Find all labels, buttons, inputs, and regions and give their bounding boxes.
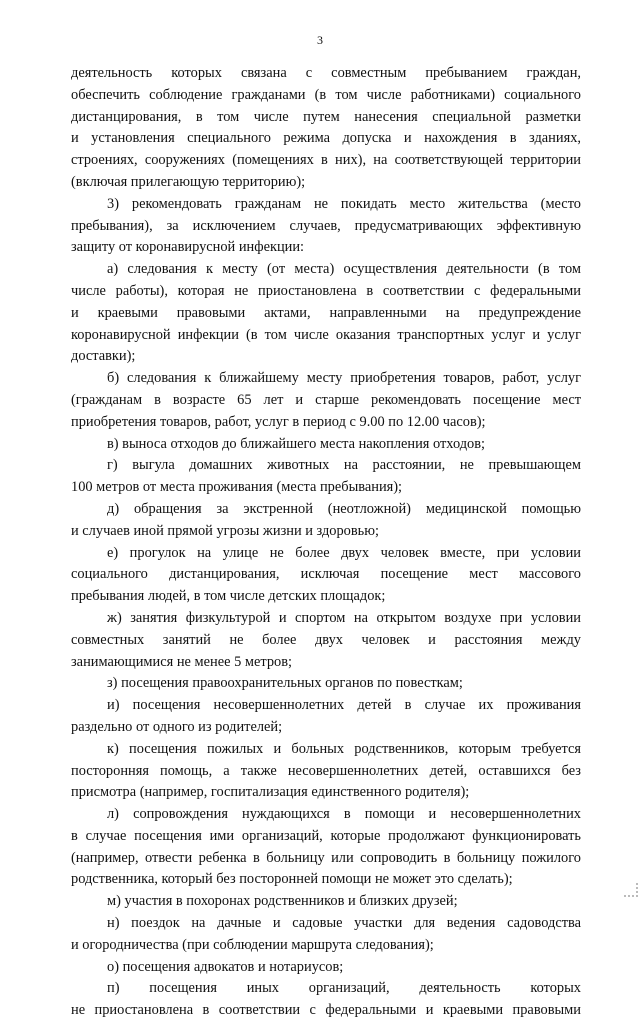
text-line: (гражданам в возрасте 65 лет и старше рекомендовать посещение мест [71,391,581,408]
text-line: пребывания людей, в том числе детских площадок; [71,588,386,605]
document-body [71,63,581,1022]
text-line: д) обращения за экстренной (неотложной) медицинской помощью [107,500,581,517]
page-number: 3 [317,33,323,47]
text-line: о) посещения адвокатов и нотариусов; [107,958,344,975]
text-line: н) поездок на дачные и садовые участки для ведения садоводства [107,915,581,932]
text-line: г) выгула домашних животных на расстоянии, не превышающем [107,457,581,474]
text-line: родственника, который без посторонней помощи не может это сделать); [71,871,513,888]
text-line: и случаев иной прямой угрозы жизни и здоровью; [71,522,379,539]
text-line: числе работы), которая не приостановлена в соответствии с федеральными [71,282,581,299]
text-line: в случае посещения ими организаций, которые продолжают функционировать [71,827,581,844]
text-line: 100 метров от места проживания (места пребывания); [71,479,403,496]
text-line: занимающимися не менее 5 метров; [71,653,293,670]
text-line: пребывания), за исключением случаев, предусматривающих эффективную [71,217,581,234]
text-line: обеспечить соблюдение гражданами (в том числе работниками) социального [71,86,581,103]
text-line: и краевыми правовыми актами, направленными на предупреждение [71,304,581,321]
text-line: защиту от коронавирусной инфекции: [71,239,305,256]
text-line: е) прогулок на улице не более двух человек вместе, при условии [107,544,581,561]
text-line: деятельность которых связана с совместным пребыванием граждан, [71,65,581,81]
text-line: к) посещения пожилых и больных родственников, которым требуется [107,740,581,757]
text-line: 3) рекомендовать гражданам не покидать место жительства (место [107,195,581,212]
text-line: в) выноса отходов до ближайшего места накопления отходов; [107,435,486,452]
text-line: л) сопровождения нуждающихся в помощи и несовершеннолетних [107,806,581,823]
text-line: ж) занятия физкультурой и спортом на открытом воздухе при условии [107,609,581,626]
text-line: присмотра (например, госпитализация единственного родителя); [71,784,470,801]
text-line: и) посещения несовершеннолетних детей в случае их проживания [107,697,581,714]
text-line: коронавирусной инфекции (в том числе оказания транспортных услуг и услуг [71,326,581,343]
text-line: м) участия в похоронах родственников и близких друзей; [107,893,458,910]
text-line: и установления специального режима допуска и нахождения в зданиях, [71,130,581,147]
text-line: раздельно от одного из родителей; [71,718,283,735]
text-line: и огородничества (при соблюдении маршрута следования); [71,936,434,953]
text-line: приобретения товаров, работ, услуг в период с 9.00 по 12.00 часов); [71,413,486,430]
text-line: б) следования к ближайшему месту приобретения товаров, работ, услуг [107,370,581,387]
text-line: дистанцирования, в том числе путем нанесения специальной разметки [71,108,581,125]
text-line: строениях, сооружениях (помещениях в них), на соответствующей территории [71,152,581,169]
text-line: посторонняя помощь, а также несовершеннолетних детей, оставшихся без [71,762,581,779]
text-line: п) посещения иных организаций, деятельность которых [107,980,581,997]
text-line: (включая прилегающую территорию); [71,173,306,190]
text-line: з) посещения правоохранительных органов по повесткам; [107,675,463,692]
text-line: а) следования к месту (от места) осуществления деятельности (в том [107,261,581,278]
scan-corner-mark [624,883,638,897]
text-line: доставки); [71,348,136,365]
text-line: не приостановлена в соответствии с федеральными и краевыми правовыми [71,1002,581,1019]
text-line: совместных занятий не более двух человек и расстояния между [71,631,581,648]
text-line: (например, отвести ребенка в больницу или сопроводить в больницу пожилого [71,849,581,866]
text-line: социального дистанцирования, исключая посещение мест массового [71,566,581,583]
